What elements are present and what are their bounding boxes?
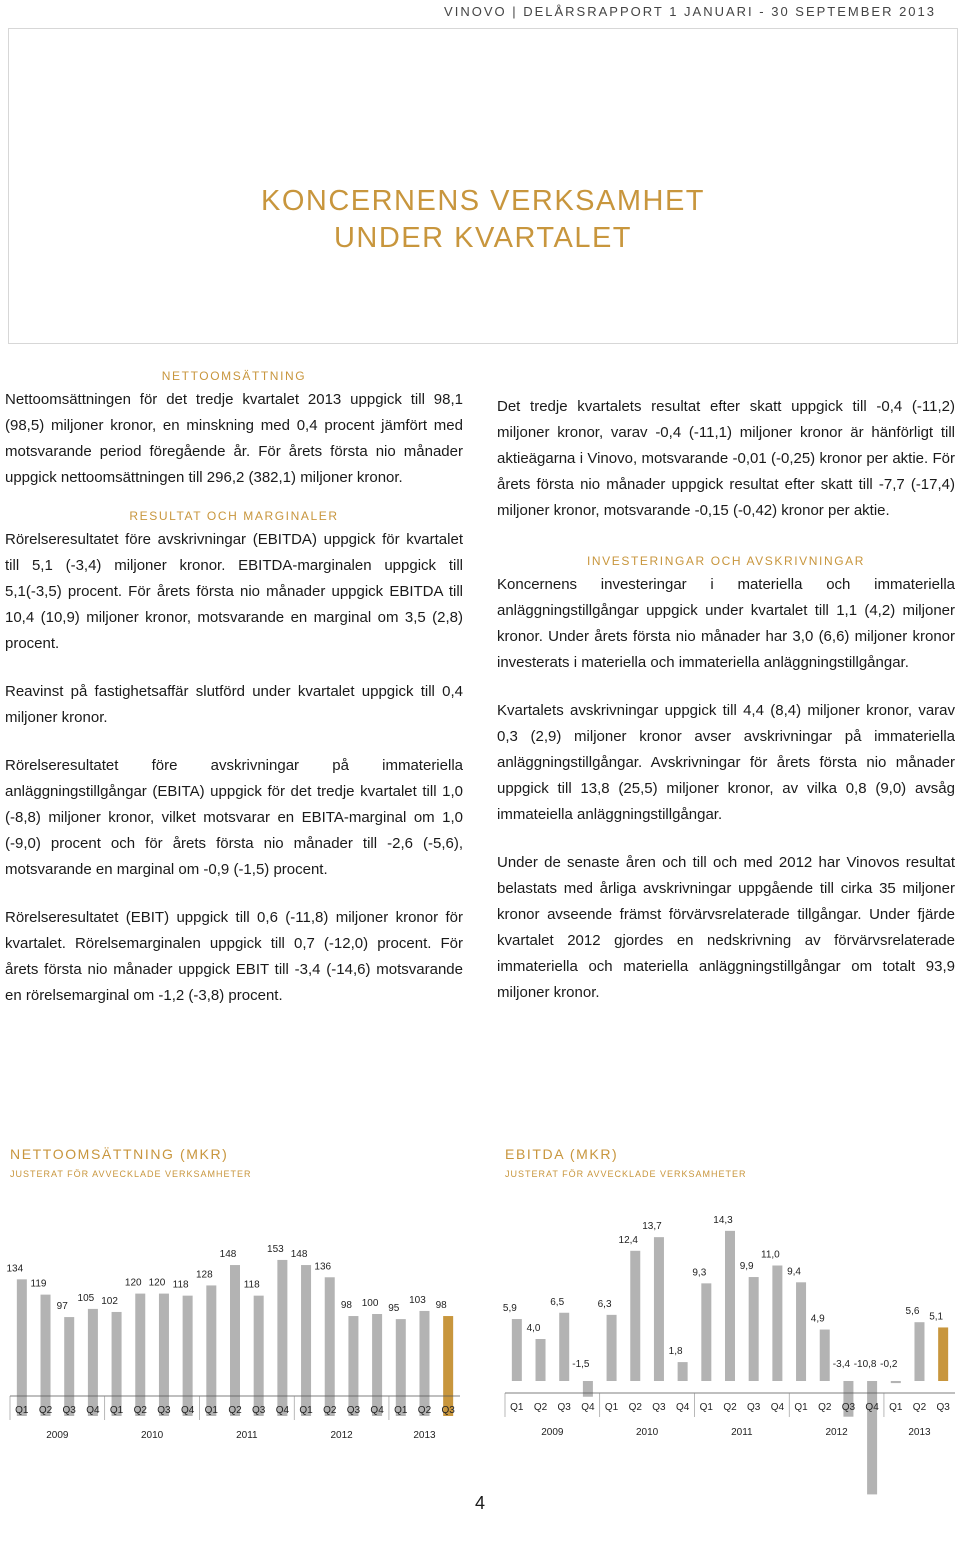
bar-17 (914, 1322, 924, 1381)
category-label-10: Q3 (747, 1402, 761, 1413)
data-label-11: 11,0 (761, 1249, 780, 1261)
bar-5 (630, 1251, 640, 1381)
data-label-16: 95 (388, 1303, 400, 1315)
category-label-17: Q2 (417, 1405, 432, 1416)
category-label-15: Q4 (370, 1405, 384, 1416)
bar-2 (559, 1313, 569, 1381)
category-label-6: Q3 (652, 1402, 666, 1413)
data-label-7: 1,8 (668, 1346, 683, 1358)
data-label-5: 12,4 (618, 1234, 638, 1246)
data-label-9: 148 (219, 1249, 237, 1261)
data-label-16: -0,2 (880, 1359, 898, 1370)
category-label-11: Q4 (275, 1405, 290, 1416)
data-label-1: 119 (30, 1278, 47, 1290)
left-column (5, 367, 463, 1009)
bar-12 (301, 1265, 311, 1416)
bar-4 (109, 1312, 124, 1416)
category-label-5: Q2 (133, 1405, 147, 1416)
bar-0 (512, 1319, 522, 1381)
category-label-1: Q2 (38, 1405, 53, 1416)
bar-18 (443, 1316, 453, 1416)
category-label-8: Q1 (204, 1405, 218, 1416)
right-column (497, 394, 955, 1006)
data-label-3: 105 (77, 1292, 95, 1304)
bar-6 (654, 1237, 664, 1381)
bar-9 (230, 1265, 240, 1416)
data-label-1: 4,0 (526, 1323, 541, 1334)
category-label-1: Q2 (533, 1402, 548, 1413)
data-label-10: 118 (243, 1279, 260, 1291)
running-head: VINOVO | DELÅRSRAPPORT 1 JANUARI - 30 SEPTEMBER 2013 (444, 4, 936, 19)
category-label-13: Q2 (818, 1402, 832, 1413)
category-label-6: Q3 (157, 1405, 171, 1416)
data-label-17: 103 (409, 1294, 426, 1306)
year-label-3: 2012 (330, 1430, 353, 1441)
category-label-0: Q1 (15, 1405, 29, 1416)
category-label-16: Q1 (889, 1402, 903, 1413)
paragraph-ebitda: Rörelseresultatet före avskrivningar (EBITDA) uppgick för kvartalet till 5,1 (-3,4) miljoner kronor. EBITDA-marginalen uppgick till 5,1(-3,5) procent. För årets första nio månader uppgick EBITDA till 10,4 (10,9) miljoner kronor, motsvarande en marginal om 3,5 (2,8) procent. (5, 531, 463, 652)
data-label-8: 9,3 (692, 1267, 707, 1279)
data-label-14: 98 (340, 1300, 352, 1312)
data-label-2: 97 (56, 1301, 68, 1313)
bar-15 (867, 1381, 877, 1494)
category-label-16: Q1 (394, 1405, 408, 1416)
year-label-0: 2009 (46, 1430, 69, 1441)
category-label-2: Q3 (62, 1405, 76, 1416)
category-label-7: Q4 (675, 1402, 690, 1413)
category-label-18: Q3 (936, 1402, 950, 1413)
title-box (8, 28, 958, 344)
bar-1 (536, 1339, 546, 1381)
page-title-line-2: UNDER KVARTALET (333, 222, 633, 254)
category-label-9: Q2 (228, 1405, 242, 1416)
heading-results: RESULTAT OCH MARGINALER (129, 509, 339, 523)
data-label-10: 9,9 (739, 1261, 754, 1273)
ebitda-chart-svg (502, 1181, 955, 1481)
paragraph-net-result: Det tredje kvartalets resultat efter skatt uppgick till -0,4 (-11,2) miljoner kronor, varav -0,4 (-11,1) miljoner kronor är hänförligt till aktieägarna i Vinovo, motsvarande -0,01 (-0,25) kronor per aktie. För årets första nio månader uppgick resultat efter skatt till -7,7 (-17,4) miljoner kronor, motsvarande -0,15 (-0,42) kronor per aktie. (497, 398, 955, 519)
data-label-3: -1,5 (572, 1359, 590, 1370)
net-sales-chart (6, 1145, 470, 1441)
bar-5 (135, 1294, 145, 1416)
data-label-2: 6,5 (550, 1296, 565, 1308)
net-sales-chart-title: NETTOOMSÄTTNING (MKR) (10, 1146, 229, 1162)
category-label-3: Q4 (86, 1405, 100, 1416)
bar-18 (938, 1327, 948, 1381)
bar-7 (678, 1362, 688, 1381)
category-label-18: Q3 (441, 1405, 455, 1416)
year-label-1: 2010 (635, 1427, 659, 1438)
page-title (9, 183, 957, 257)
data-label-13: 4,9 (810, 1313, 825, 1325)
net-sales-chart-svg (6, 1181, 460, 1441)
ebitda-chart-subtitle: JUSTERAT FÖR AVVECKLADE VERKSAMHETER (505, 1169, 747, 1179)
paragraph-ebita: Rörelseresultatet före avskrivningar på immateriella anläggningstillgångar (EBITA) uppgick för det tredje kvartalet till 1,0 (-8,8) miljoner kronor, vilket motsvarar en EBITA-marginal om 1,0 (-9,0) procent och för årets första nio månader till -2,6 (-5,6), motsvarande en marginal om -0,9 (-1,5) procent. (5, 757, 463, 878)
data-label-5: 120 (124, 1277, 142, 1289)
bar-1 (38, 1295, 53, 1416)
year-label-2: 2011 (236, 1430, 258, 1441)
bar-2 (64, 1317, 74, 1416)
heading-net-sales: NETTOOMSÄTTNING (161, 369, 307, 383)
data-label-14: -3,4 (832, 1359, 851, 1370)
category-label-13: Q2 (323, 1405, 337, 1416)
year-label-0: 2009 (541, 1427, 564, 1438)
bar-12 (796, 1282, 806, 1381)
category-label-5: Q2 (628, 1402, 642, 1413)
bar-8 (206, 1285, 216, 1416)
category-label-12: Q1 (299, 1405, 313, 1416)
year-label-1: 2010 (140, 1430, 164, 1441)
bar-11 (772, 1266, 782, 1382)
bar-14 (348, 1316, 358, 1416)
category-label-17: Q2 (912, 1402, 927, 1413)
page-title-line-1: KONCERNENS VERKSAMHET (260, 185, 705, 217)
year-label-3: 2012 (825, 1427, 848, 1438)
bar-4 (607, 1315, 617, 1381)
year-label-2: 2011 (731, 1427, 753, 1438)
bar-11 (277, 1260, 287, 1416)
paragraph-net-sales: Nettoomsättningen för det tredje kvartalet 2013 uppgick till 98,1 (98,5) miljoner kronor, en minskning med 0,4 procent jämfört med motsvarande period föregående år. För årets första nio månader uppgick nettoomsättningen till 296,2 (382,1) miljoner kronor. (5, 391, 463, 486)
category-label-4: Q1 (604, 1402, 619, 1413)
bar-9 (725, 1231, 735, 1381)
net-sales-chart-subtitle: JUSTERAT FÖR AVVECKLADE VERKSAMHETER (10, 1169, 252, 1179)
paragraph-ebit: Rörelseresultatet (EBIT) uppgick till 0,6 (-11,8) miljoner kronor för kvartalet. Rörelsemarginalen uppgick till 0,7 (-12,0) procent. För årets första nio månader uppgick EBIT till -3,4 (-14,6) motsvarande en rörelsemarginal om -1,2 (-3,8) procent. (5, 909, 463, 1004)
data-label-18: 5,1 (929, 1311, 944, 1323)
bar-13 (325, 1277, 335, 1416)
paragraph-history: Under de senaste åren och till och med 2012 har Vinovos resultat belastats med årliga avskrivningar uppgående till cirka 35 miljoner kronor avseende främst förvärvsrelaterade tillgångar. Under fjärde kvartalet 2012 gjordes en nedskrivning av förvärvsrelaterade immateriella och materiella anläggningstillgångar om totalt 93,9 miljoner kronor. (497, 854, 955, 1001)
data-label-4: 102 (101, 1295, 118, 1307)
data-label-13: 136 (314, 1261, 332, 1273)
bar-3 (88, 1309, 98, 1416)
paragraph-depreciation: Kvartalets avskrivningar uppgick till 4,4 (8,4) miljoner kronor, varav 0,3 (2,9) miljoner kronor avser avskrivningar på immateriella anläggningstillgångar. Avskrivningar för årets första nio månader uppgick till 13,8 (25,5) miljoner kronor, av vilka 0,8 (9,0) avsåg immateiella anläggningstillgångar. (497, 702, 955, 823)
ebitda-chart (502, 1145, 960, 1438)
data-label-11: 153 (267, 1243, 284, 1255)
category-label-0: Q1 (510, 1402, 524, 1413)
bar-8 (701, 1283, 711, 1381)
paragraph-investments: Koncernens investeringar i materiella och immateriella anläggningstillgångar uppgick under kvartalet till 1,1 (4,2) miljoner kronor. Under årets första nio månader har 3,0 (6,6) miljoner kronor investerats i materiella och immateriella anläggningstillgångar. (497, 576, 955, 671)
data-label-15: 100 (361, 1298, 379, 1309)
bar-3 (583, 1381, 593, 1397)
data-label-15: -10,8 (853, 1359, 877, 1370)
bar-0 (17, 1279, 27, 1416)
bar-7 (180, 1296, 195, 1416)
category-label-2: Q3 (557, 1402, 571, 1413)
data-label-6: 120 (148, 1277, 166, 1289)
bar-13 (820, 1330, 830, 1381)
category-label-3: Q4 (581, 1402, 595, 1413)
data-label-0: 134 (6, 1263, 24, 1275)
bar-16 (891, 1381, 901, 1383)
data-label-7: 118 (172, 1279, 189, 1291)
data-label-6: 13,7 (642, 1221, 662, 1233)
year-label-4: 2013 (413, 1430, 436, 1441)
category-label-14: Q3 (841, 1402, 856, 1413)
bar-16 (396, 1319, 406, 1416)
category-label-7: Q4 (180, 1405, 195, 1416)
category-label-14: Q3 (346, 1405, 361, 1416)
bar-10 (254, 1296, 264, 1416)
category-label-10: Q3 (252, 1405, 266, 1416)
category-label-12: Q1 (794, 1402, 808, 1413)
bar-10 (749, 1277, 759, 1381)
ebitda-chart-title: EBITDA (MKR) (505, 1146, 619, 1162)
bar-15 (372, 1314, 382, 1416)
bar-6 (159, 1294, 169, 1416)
page-number: 4 (474, 1493, 485, 1513)
heading-investments: INVESTERINGAR OCH AVSKRIVNINGAR (586, 554, 866, 568)
data-label-12: 148 (290, 1249, 308, 1261)
data-label-12: 9,4 (787, 1266, 802, 1278)
category-label-9: Q2 (723, 1402, 737, 1413)
data-label-0: 5,9 (502, 1303, 517, 1315)
data-label-4: 6,3 (597, 1298, 612, 1310)
category-label-4: Q1 (109, 1405, 124, 1416)
data-label-9: 14,3 (713, 1214, 733, 1226)
data-label-17: 5,6 (905, 1306, 920, 1318)
category-label-15: Q4 (865, 1402, 879, 1413)
data-label-18: 98 (435, 1300, 447, 1312)
year-label-4: 2013 (908, 1427, 931, 1438)
category-label-8: Q1 (699, 1402, 713, 1413)
bar-17 (419, 1311, 429, 1416)
paragraph-gain: Reavinst på fastighetsaffär slutförd under kvartalet uppgick till 0,4 miljoner kronor. (5, 683, 463, 726)
data-label-8: 128 (195, 1269, 213, 1281)
category-label-11: Q4 (770, 1402, 785, 1413)
